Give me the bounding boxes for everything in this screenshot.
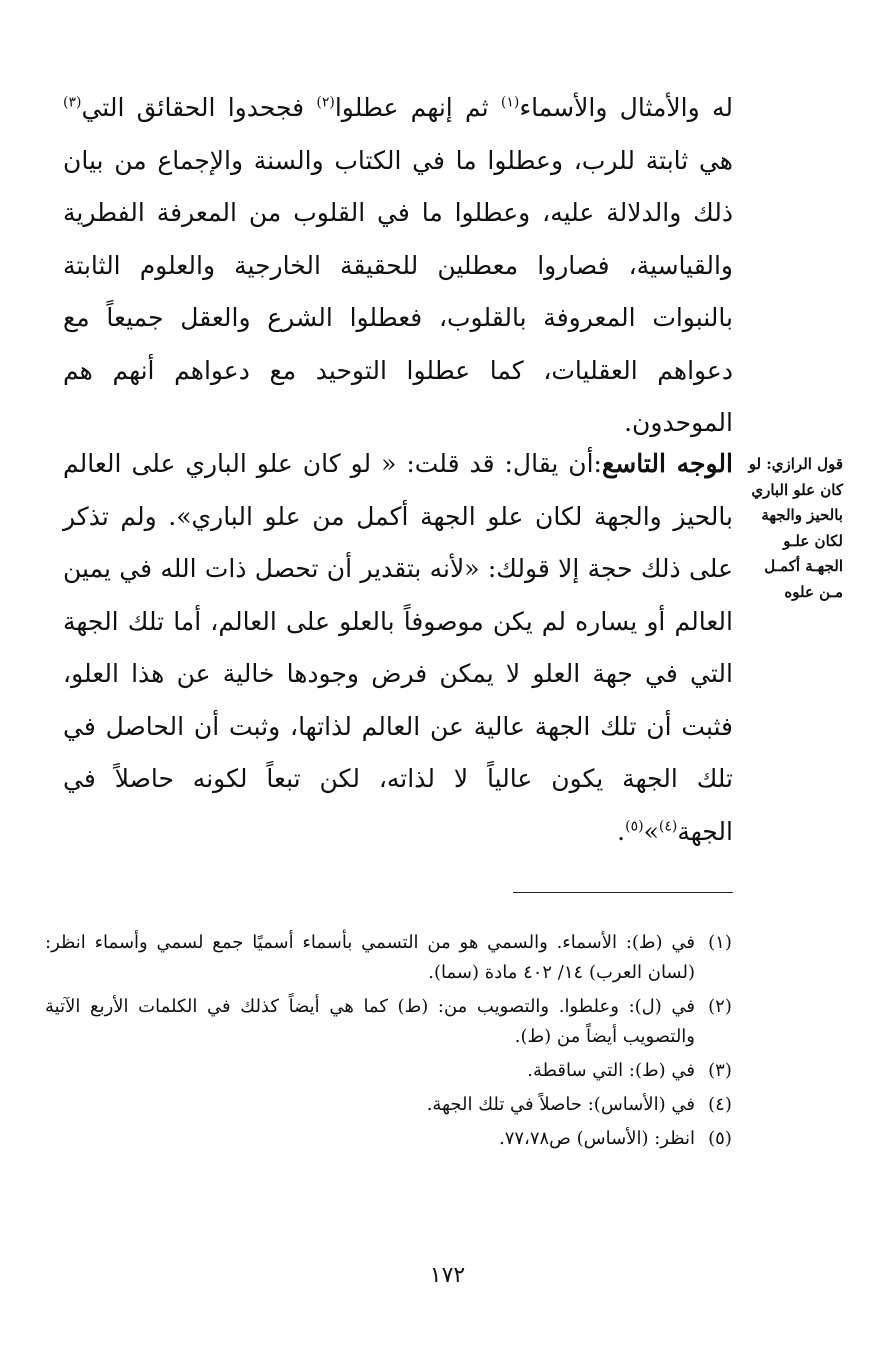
footnote-text: في (ط): الأسماء. والسمي هو من التسمي بأسماء أسميًا جمع لسمي وأسماء انظر: (لسان العرب) ١٤/ ٤٠٢ مادة (سما).: [45, 932, 695, 983]
text-segment: هي ثابتة للرب، وعطلوا ما في الكتاب والسنة والإجماع من بيان ذلك والدلالة عليه، وعطلوا ما في القلوب من المعرفة الفطرية والقياسية، فصاروا معطلين للحقيقة الخارجية والعلوم الثابتة بالنبوات المعروفة بالقلوب، فعطلوا الشرع والعقل جميعاً مع دعواهم العقليات، كما عطلوا التوحيد مع دعواهم أنهم هم الموحدون.: [63, 145, 733, 437]
footnote-separator: [513, 892, 733, 893]
footnote-text: في (ط): التي ساقطة.: [527, 1060, 695, 1081]
footnote-item: [45, 1090, 745, 1120]
text-segment: »: [643, 816, 659, 846]
footnote-number: (١): [708, 932, 732, 953]
main-paragraph-2: [63, 438, 733, 858]
footnote-item: [45, 992, 745, 1052]
footnote-number: (٥): [708, 1128, 732, 1149]
footnote-text: انظر: (الأساس) ص٧٧،٧٨.: [498, 1128, 695, 1149]
text-segment: ثم إنهم عطلوا: [334, 93, 501, 122]
footnote-ref-1[interactable]: (١): [500, 94, 520, 111]
footnote-item: [45, 1124, 745, 1154]
footnote-text: في (الأساس): حاصلاً في تلك الجهة.: [426, 1094, 695, 1115]
text-segment: .: [617, 816, 626, 846]
footnotes: [45, 928, 745, 1158]
footnote-number: (٤): [708, 1094, 732, 1115]
text-segment: :أن يقال: قد قلت: « لو كان علو الباري على العالم بالحيز والجهة لكان علو الجهة أكمل من علو الباري». ولم تذكر على ذلك حجة إلا قولك: «لأنه بتقدير أن تحصل ذات الله في يمين العالم أو يساره لم يكن موصوفاً بالعلو على العالم، أما تلك الجهة التي في جهة العلو لا يمكن فرض وجودها خالية عن هذا العلو، فثبت أن تلك الجهة عالية عن العالم لذاتها، وثبت أن الحاصل في تلك الجهة يكون عالياً لا لذاته، لكن تبعاً لكونه حاصلاً في الجهة: [63, 449, 733, 846]
footnote-ref-2[interactable]: (٢): [316, 94, 335, 111]
footnote-item: [45, 1056, 745, 1086]
section-lead: الوجه التاسع: [601, 449, 733, 478]
footnote-ref-5[interactable]: (٥): [625, 818, 644, 835]
footnote-number: (٣): [708, 1060, 732, 1081]
page-number: ١٧٢: [429, 1263, 466, 1288]
text-segment: فجحدوا الحقائق التي: [81, 93, 317, 122]
footnote-ref-4[interactable]: (٤): [658, 818, 678, 835]
margin-note: قول الرازي: لو كان علو الباري بالحيز والجهة لكان علـو الجهـة أكمـل مـن علوه: [748, 455, 843, 601]
text-segment: له والأمثال والأسماء: [519, 93, 733, 122]
footnote-number: (٢): [708, 996, 732, 1017]
footnote-item: [45, 928, 745, 988]
main-paragraph-1: [63, 82, 733, 450]
footnote-text: في (ل): وعلطوا. والتصويب من: (ط) كما هي أيضاً كذلك في الكلمات الأربع الآتية والتصويب أيضاً من (ط).: [45, 996, 695, 1047]
footnote-ref-3[interactable]: (٣): [63, 94, 82, 111]
